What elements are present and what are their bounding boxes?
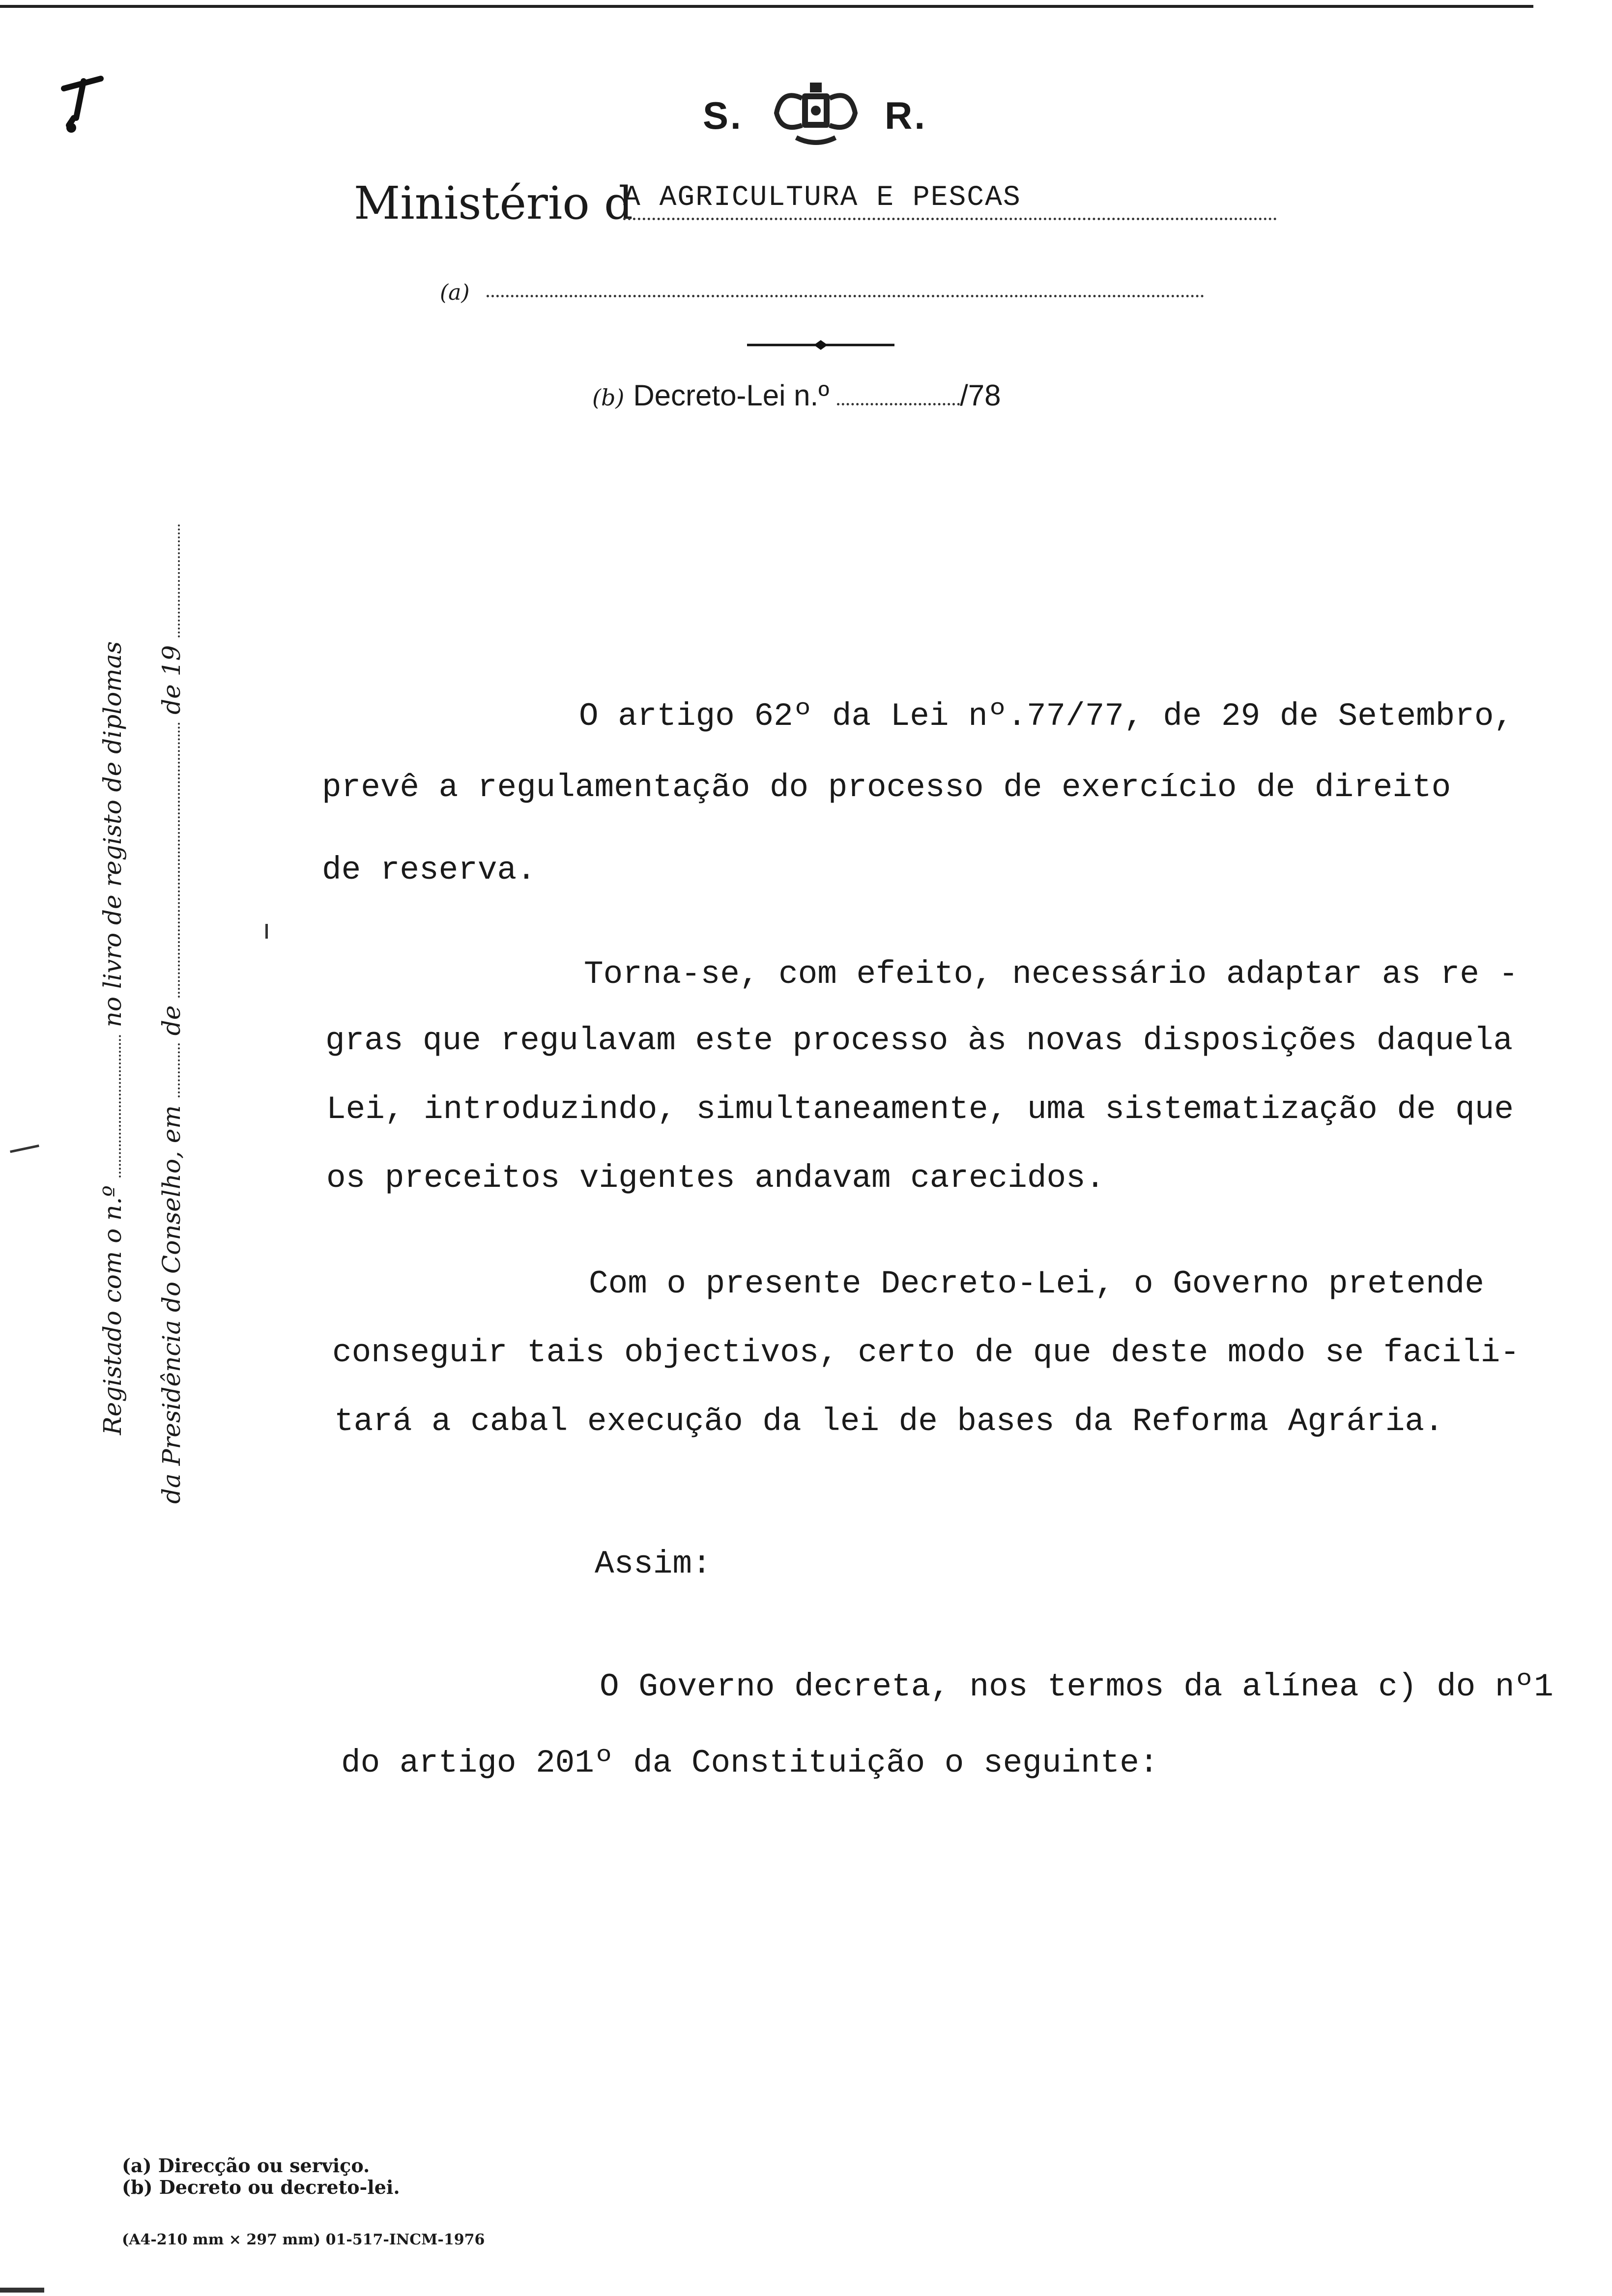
- stray-mark: [265, 924, 268, 939]
- body-line: Assim:: [595, 1546, 712, 1582]
- body-line: gras que regulavam este processo às novas disposições daquela: [325, 1022, 1513, 1059]
- margin-registration-line-1: [98, 641, 127, 1435]
- handwritten-mark-icon: [54, 59, 113, 143]
- decree-number-row: [592, 378, 1001, 412]
- margin-text-de19: de 19: [157, 645, 186, 715]
- footnote-a: (a) Direcção ou serviço.: [122, 2154, 370, 2177]
- body-line: Lei, introduzindo, simultaneamente, uma sistematização de que: [326, 1091, 1514, 1128]
- decree-number: /78: [960, 379, 1001, 412]
- ministry-label: Ministério d: [354, 177, 633, 230]
- stray-mark: [10, 1145, 39, 1153]
- field-a-label: (a): [440, 280, 470, 305]
- stray-mark: [0, 2288, 44, 2293]
- body-line: prevê a regulamentação do processo de exercício de direito: [322, 769, 1451, 806]
- field-b-label: (b): [592, 384, 625, 411]
- ministry-name-field: A AGRICULTURA E PESCAS: [623, 182, 1277, 220]
- body-line: Torna-se, com efeito, necessário adaptar as re -: [584, 956, 1519, 993]
- margin-text-livro: no livro de registo de diplomas: [98, 641, 127, 1028]
- header-letter-s: S.: [703, 94, 743, 137]
- body-line: Com o presente Decreto-Lei, o Governo pretende: [589, 1265, 1484, 1302]
- body-line: O artigo 62º da Lei nº.77/77, de 29 de Setembro,: [579, 698, 1514, 735]
- margin-text-de: de: [157, 1005, 186, 1036]
- print-imprint: (A4-210 mm × 297 mm) 01-517-INCM-1976: [122, 2231, 485, 2248]
- decree-title: Decreto-Lei n.º: [633, 379, 830, 412]
- top-rule: [0, 5, 1533, 8]
- field-a-line: [487, 295, 1204, 297]
- ornament-divider: [747, 339, 894, 351]
- decree-number-dots: [837, 403, 960, 405]
- body-line: O Governo decreta, nos termos da alínea c) do nº1: [600, 1668, 1554, 1705]
- margin-text-presidencia: da Presidência do Conselho, em: [157, 1105, 186, 1504]
- margin-blank: [178, 722, 180, 998]
- footnote-b: (b) Decreto ou decreto-lei.: [122, 2176, 400, 2198]
- footnotes: [122, 2155, 400, 2198]
- body-line: os preceitos vigentes andavam carecidos.: [326, 1160, 1105, 1197]
- margin-blank: [178, 1043, 180, 1097]
- body-line: do artigo 201º da Constituição o seguinte:: [341, 1745, 1159, 1781]
- body-line: conseguir tais objectivos, certo de que deste modo se facili-: [332, 1334, 1520, 1371]
- body-line: tará a cabal execução da lei de bases da Reforma Agrária.: [334, 1403, 1444, 1440]
- header-letter-r: R.: [885, 94, 927, 137]
- margin-text-registado: Registado com o n.º: [98, 1185, 127, 1435]
- body-line: de reserva.: [322, 852, 536, 889]
- margin-blank: [119, 1035, 121, 1177]
- margin-blank: [178, 524, 180, 637]
- margin-registration-line-2: [157, 524, 186, 1504]
- coat-of-arms-icon: [767, 74, 865, 152]
